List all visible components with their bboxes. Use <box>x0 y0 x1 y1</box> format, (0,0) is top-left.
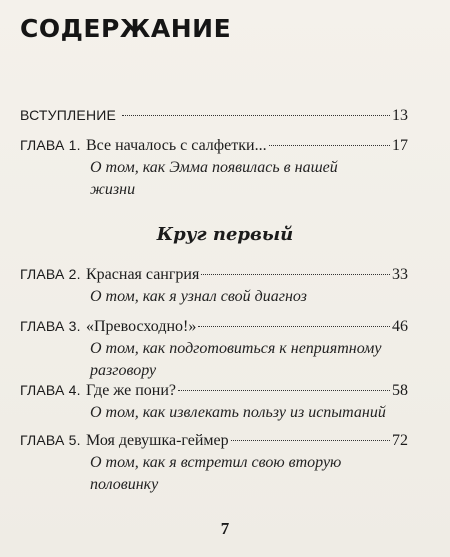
chapter-label: ГЛАВА 4. <box>20 382 81 398</box>
dot-leader <box>231 440 390 441</box>
chapter-page-number: 46 <box>392 318 408 335</box>
chapter-label: ГЛАВА 2. <box>20 266 81 282</box>
chapter-title: Где же пони? <box>86 382 177 399</box>
chapter-subtitle-line: жизни <box>90 181 136 198</box>
dot-leader <box>178 390 390 391</box>
chapter-label: ГЛАВА 1. <box>20 137 81 153</box>
chapter-title: «Превосходно!» <box>86 318 197 335</box>
chapter-subtitle-line: О том, как я узнал свой диагноз <box>90 288 307 305</box>
page-number-folio: 7 <box>220 519 230 538</box>
chapter-page-number: 72 <box>392 432 408 449</box>
dot-leader <box>269 145 390 146</box>
toc-entry-chapter-5 <box>20 429 408 496</box>
entry-page-number: 13 <box>392 107 408 124</box>
chapter-subtitle-line: О том, как Эмма появилась в нашей <box>90 159 338 176</box>
toc-entry-chapter-3 <box>20 315 408 382</box>
chapter-subtitle-line: О том, как извлекать пользу из испытаний <box>90 404 386 421</box>
chapter-subtitle-line: разговору <box>90 362 157 379</box>
toc-heading: СОДЕРЖАНИЕ <box>20 14 232 43</box>
toc-entry-intro <box>20 104 408 127</box>
dot-leader <box>198 326 390 327</box>
chapter-title: Красная сангрия <box>86 266 200 283</box>
entry-label: ВСТУПЛЕНИЕ <box>20 107 117 123</box>
chapter-title: Моя девушка-геймер <box>86 432 229 449</box>
chapter-page-number: 17 <box>392 137 408 154</box>
toc-entry-chapter-1 <box>20 134 408 201</box>
dot-leader <box>201 274 390 275</box>
chapter-subtitle-line: О том, как я встретил свою вторую <box>90 454 342 471</box>
chapter-label: ГЛАВА 5. <box>20 432 81 448</box>
chapter-title: Все началось с салфетки... <box>86 137 267 154</box>
chapter-label: ГЛАВА 3. <box>20 318 81 334</box>
chapter-subtitle-line: половинку <box>90 476 159 493</box>
dot-leader <box>122 115 390 116</box>
chapter-page-number: 58 <box>392 382 408 399</box>
toc-entry-chapter-2 <box>20 263 408 308</box>
chapter-page-number: 33 <box>392 266 408 283</box>
chapter-subtitle-line: О том, как подготовиться к неприятному <box>90 340 382 357</box>
section-title: Круг первый <box>156 224 294 245</box>
toc-entry-chapter-4 <box>20 379 408 424</box>
